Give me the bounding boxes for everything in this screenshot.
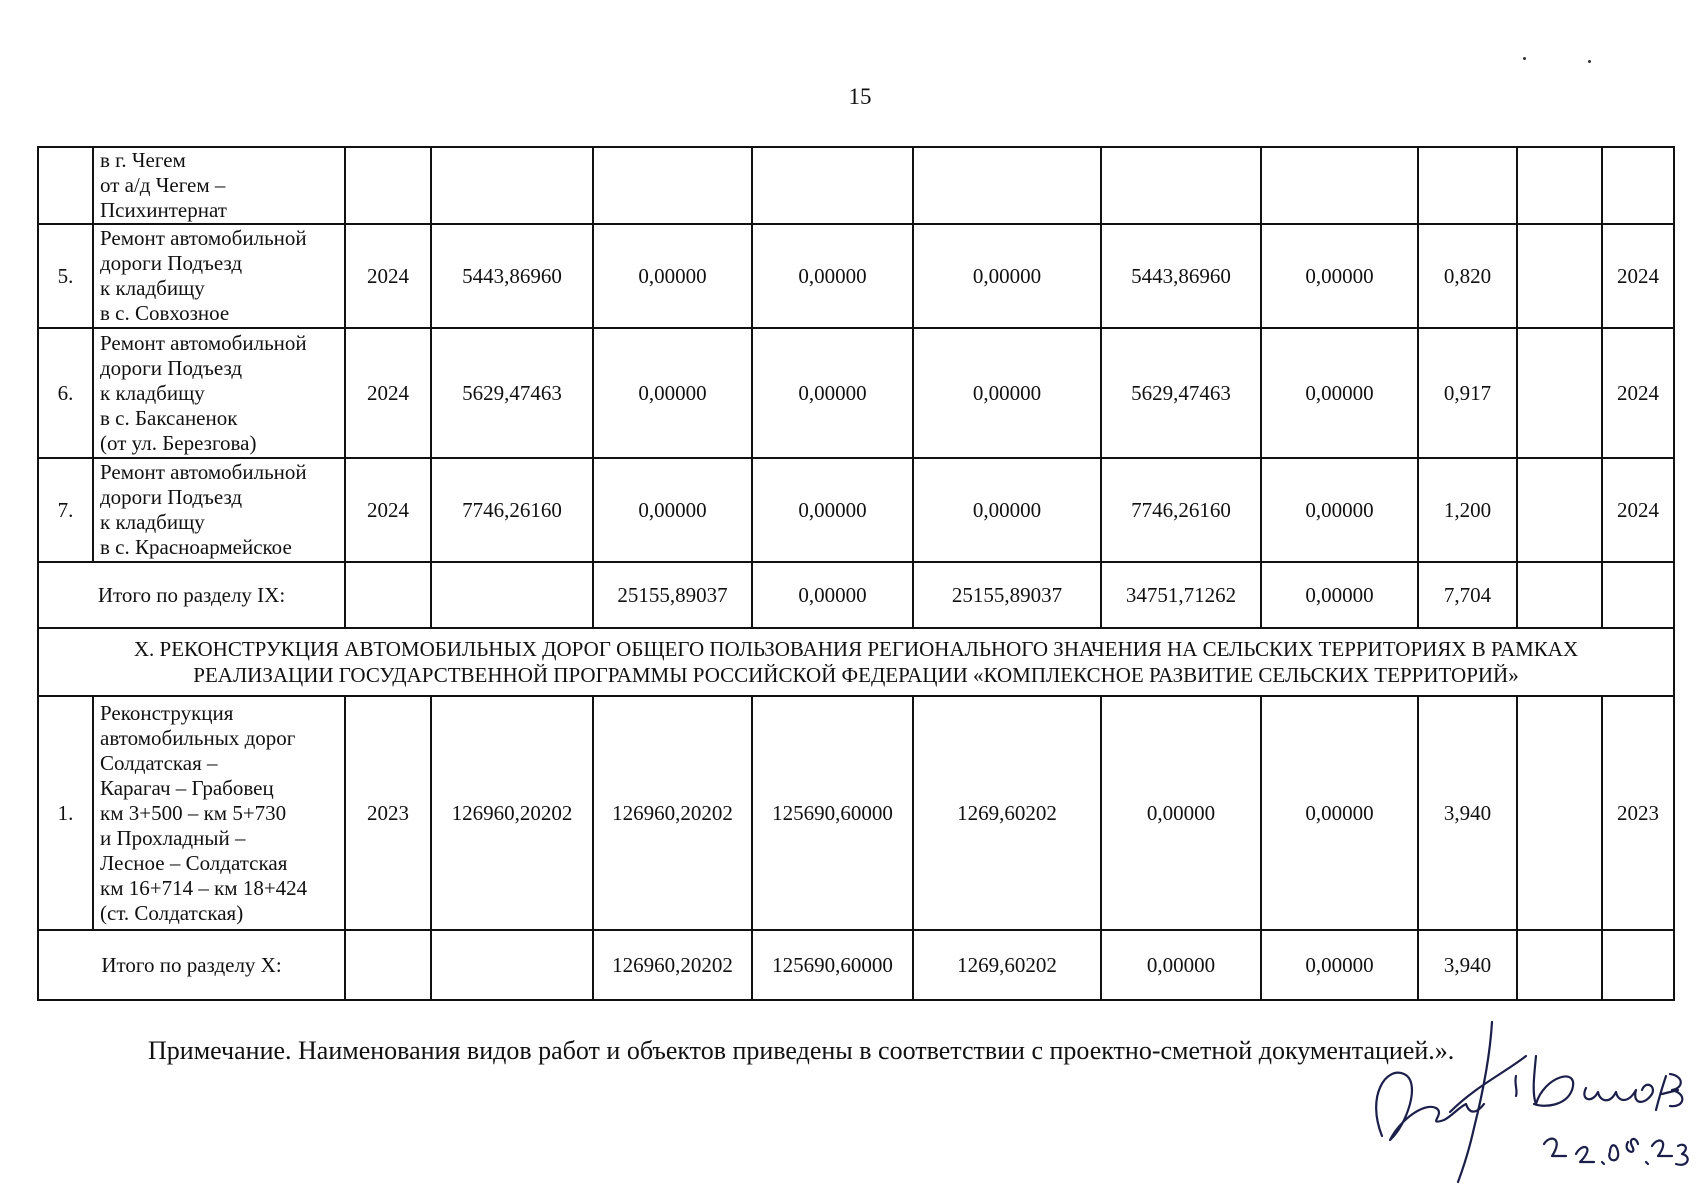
value-cell: 5443,86960 xyxy=(1101,224,1261,328)
total-value-cell: 126960,20202 xyxy=(593,930,752,1000)
total-label: Итого по разделу IX: xyxy=(38,562,345,628)
object-name-line: в с. Совхозное xyxy=(100,301,230,325)
object-name-line: (от ул. Березгова) xyxy=(100,430,257,455)
total-value-cell xyxy=(431,562,593,628)
section-x-title: X. РЕКОНСТРУКЦИЯ АВТОМОБИЛЬНЫХ ДОРОГ ОБЩЕГО ПОЛЬЗОВАНИЯ РЕГИОНАЛЬНОГО ЗНАЧЕНИЯ НА СЕЛЬСКИХ ТЕРРИТОРИЯХ В РАМКАХ РЕАЛИЗАЦИИ ГОСУДАРСТВЕННОЙ ПРОГРАММЫ РОССИЙСКОЙ ФЕДЕРАЦИИ «КОМПЛЕКСНОЕ РАЗВИТИЕ СЕЛЬСКИХ ТЕРРИТОРИЙ» xyxy=(38,628,1674,696)
value-cell xyxy=(593,147,752,224)
object-name xyxy=(93,147,345,224)
total-value-cell: 125690,60000 xyxy=(752,930,913,1000)
total-value-cell: 7,704 xyxy=(1418,562,1517,628)
object-name-line: в г. Чегем xyxy=(100,148,186,172)
total-value-cell xyxy=(1517,562,1602,628)
value-cell: 0,00000 xyxy=(593,328,752,458)
object-name-line: км 3+500 – км 5+730 xyxy=(100,800,287,825)
value-cell: 0,00000 xyxy=(1261,224,1418,328)
value-cell: 0,917 xyxy=(1418,328,1517,458)
object-name-line: дороги Подъезд xyxy=(100,485,243,509)
total-label: Итого по разделу X: xyxy=(38,930,345,1000)
total-value-cell: 1269,60202 xyxy=(913,930,1101,1000)
total-value-cell: 0,00000 xyxy=(1261,930,1418,1000)
row-number: 5. xyxy=(38,224,93,328)
object-name-line: Ремонт автомобильной xyxy=(100,460,307,484)
object-name-line: км 16+714 – км 18+424 xyxy=(100,875,308,900)
handwritten-signature xyxy=(1366,1016,1696,1196)
page-number: 15 xyxy=(848,84,872,109)
value-cell: 5443,86960 xyxy=(431,224,593,328)
value-cell: 7746,26160 xyxy=(1101,458,1261,562)
object-name-line: Психинтернат xyxy=(100,198,227,222)
value-cell: 2024 xyxy=(345,328,431,458)
object-name xyxy=(93,458,345,562)
value-cell: 3,940 xyxy=(1418,696,1517,930)
object-name-line: Карагач – Грабовец xyxy=(100,775,274,800)
object-name-line: Лесное – Солдатская xyxy=(100,850,288,875)
value-cell xyxy=(1101,147,1261,224)
total-value-cell xyxy=(345,930,431,1000)
value-cell: 2023 xyxy=(1602,696,1674,930)
value-cell xyxy=(1517,224,1602,328)
value-cell: 5629,47463 xyxy=(1101,328,1261,458)
object-name-line: и Прохладный – xyxy=(100,825,246,850)
value-cell: 0,00000 xyxy=(752,458,913,562)
value-cell: 0,00000 xyxy=(913,458,1101,562)
value-cell: 0,00000 xyxy=(752,224,913,328)
object-name-line: (ст. Солдатская) xyxy=(100,900,244,925)
total-value-cell xyxy=(1517,930,1602,1000)
value-cell: 1,200 xyxy=(1418,458,1517,562)
value-cell xyxy=(1261,147,1418,224)
object-name-line: к кладбищу xyxy=(100,276,205,300)
table-row xyxy=(38,458,1674,562)
value-cell: 7746,26160 xyxy=(431,458,593,562)
row-number xyxy=(38,147,93,224)
scan-speck xyxy=(1588,60,1591,63)
total-value-cell: 0,00000 xyxy=(1261,562,1418,628)
total-value-cell xyxy=(431,930,593,1000)
object-name-line: Солдатская – xyxy=(100,750,218,775)
value-cell: 2024 xyxy=(345,458,431,562)
value-cell: 125690,60000 xyxy=(752,696,913,930)
value-cell: 0,00000 xyxy=(1261,328,1418,458)
row-number: 1. xyxy=(38,696,93,930)
object-name-line: Ремонт автомобильной xyxy=(100,226,307,250)
value-cell xyxy=(1418,147,1517,224)
value-cell: 2024 xyxy=(1602,224,1674,328)
scan-speck xyxy=(1523,57,1526,60)
value-cell: 126960,20202 xyxy=(431,696,593,930)
value-cell xyxy=(1517,328,1602,458)
value-cell: 0,00000 xyxy=(913,224,1101,328)
value-cell: 126960,20202 xyxy=(593,696,752,930)
total-value-cell: 25155,89037 xyxy=(593,562,752,628)
value-cell: 0,00000 xyxy=(1261,458,1418,562)
object-name xyxy=(93,328,345,458)
total-row xyxy=(38,562,1674,628)
section-header-row xyxy=(38,628,1674,696)
total-value-cell: 25155,89037 xyxy=(913,562,1101,628)
table-row xyxy=(38,224,1674,328)
value-cell: 0,00000 xyxy=(1261,696,1418,930)
value-cell xyxy=(345,147,431,224)
value-cell: 0,00000 xyxy=(752,328,913,458)
object-name-line: автомобильных дорог xyxy=(100,725,296,750)
road-works-table xyxy=(37,146,1675,1001)
value-cell: 0,820 xyxy=(1418,224,1517,328)
table-row xyxy=(38,328,1674,458)
row-number: 6. xyxy=(38,328,93,458)
total-value-cell: 0,00000 xyxy=(752,562,913,628)
value-cell xyxy=(1517,147,1602,224)
object-name xyxy=(93,224,345,328)
total-value-cell xyxy=(345,562,431,628)
total-value-cell: 3,940 xyxy=(1418,930,1517,1000)
total-row xyxy=(38,930,1674,1000)
value-cell: 1269,60202 xyxy=(913,696,1101,930)
table-row xyxy=(38,696,1674,930)
value-cell: 0,00000 xyxy=(913,328,1101,458)
note-text: Примечание. Наименования видов работ и объектов приведены в соответствии с проектно-сметной документацией.». xyxy=(148,1036,1455,1065)
value-cell: 2024 xyxy=(1602,328,1674,458)
value-cell: 0,00000 xyxy=(593,458,752,562)
total-value-cell xyxy=(1602,562,1674,628)
object-name-line: Ремонт автомобильной xyxy=(100,330,307,355)
value-cell: 2024 xyxy=(1602,458,1674,562)
value-cell xyxy=(913,147,1101,224)
value-cell: 5629,47463 xyxy=(431,328,593,458)
object-name-line: от а/д Чегем – xyxy=(100,173,226,197)
total-value-cell xyxy=(1602,930,1674,1000)
table-row xyxy=(38,147,1674,224)
object-name-line: дороги Подъезд xyxy=(100,355,243,380)
object-name-line: к кладбищу xyxy=(100,380,205,405)
total-value-cell: 34751,71262 xyxy=(1101,562,1261,628)
value-cell xyxy=(431,147,593,224)
object-name-line: Реконструкция xyxy=(100,700,234,725)
value-cell xyxy=(1517,696,1602,930)
row-number: 7. xyxy=(38,458,93,562)
object-name-line: в с. Баксаненок xyxy=(100,405,238,430)
value-cell: 0,00000 xyxy=(1101,696,1261,930)
object-name-line: дороги Подъезд xyxy=(100,251,243,275)
value-cell xyxy=(1517,458,1602,562)
object-name-line: в с. Красноармейское xyxy=(100,535,292,559)
value-cell: 2024 xyxy=(345,224,431,328)
total-value-cell: 0,00000 xyxy=(1101,930,1261,1000)
value-cell: 0,00000 xyxy=(593,224,752,328)
value-cell xyxy=(1602,147,1674,224)
value-cell xyxy=(752,147,913,224)
object-name xyxy=(93,696,345,930)
value-cell: 2023 xyxy=(345,696,431,930)
object-name-line: к кладбищу xyxy=(100,510,205,534)
